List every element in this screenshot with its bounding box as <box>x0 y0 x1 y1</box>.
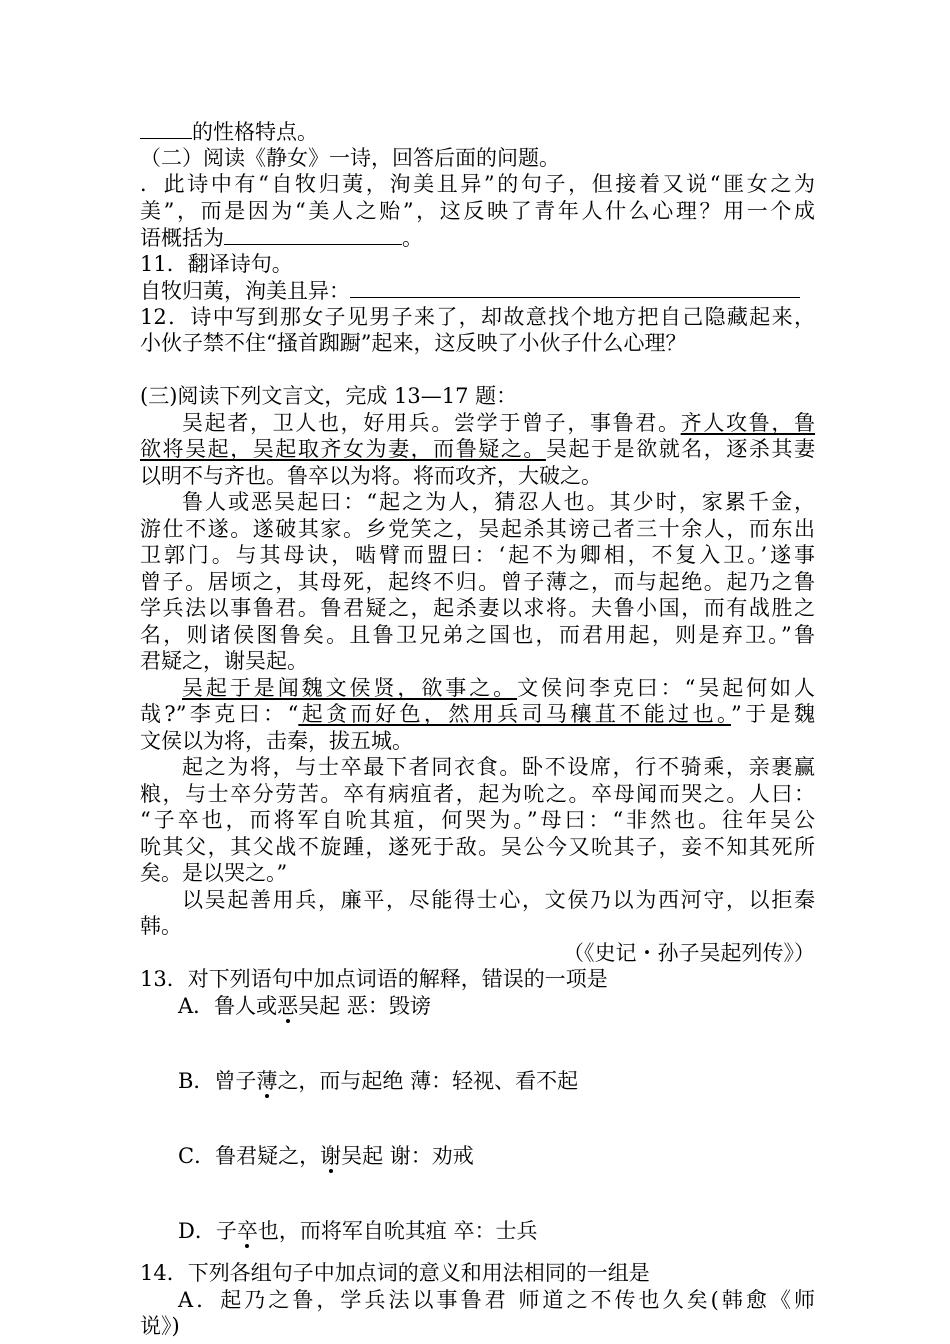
option-c: C．鲁君疑之，谢吴起 谢：劝戒 <box>178 1143 474 1168</box>
text-line: 的性格特点。 <box>140 118 815 145</box>
passage-line: 韩。 <box>140 914 182 938</box>
question-14-title: 14．下列各组句子中加点词的意义和用法相同的一组是 <box>140 1261 650 1285</box>
option-d: D．子卒也，而将军自吮其疽 卒：士兵 <box>178 1218 538 1243</box>
document-page <box>140 118 815 1340</box>
passage-line: 鲁人或恶吴起曰：“起之为人，猜忍人也。其少时，家累千金， <box>182 490 815 514</box>
passage-line: 吮其父，其父战不旋踵，遂死于敌。吴公今又吮其子，妾不知其死所 <box>140 834 815 859</box>
option-a: A．鲁人或恶吴起 恶：毁谤 <box>178 993 431 1018</box>
option-b: B．曾子薄之，而与起绝 薄：轻视、看不起 <box>178 1068 579 1093</box>
emphasis-dot-char: 薄 <box>256 1068 278 1093</box>
answer-blank[interactable] <box>350 277 800 298</box>
answer-blank[interactable] <box>224 224 402 245</box>
section-heading: (三)阅读下列文言文，完成 13—17 题： <box>140 384 518 408</box>
passage-line: 以明不与齐也。鲁卒以为将。将而攻齐，大破之。 <box>140 463 602 488</box>
question-13-title: 13．对下列语句中加点词语的解释，错误的一项是 <box>140 967 608 991</box>
passage-line: 名，则诸侯图鲁矣。且鲁卫兄弟之国也，而君用起，则是弃卫。”鲁 <box>140 622 815 647</box>
question-10-line: 语概括为 。 <box>140 226 423 250</box>
passage-line: 粮，与士卒分劳苦。卒有病疽者，起为吮之。卒母闻而哭之。人曰： <box>140 781 815 806</box>
passage-line: 吴起者，卫人也，好用兵。尝学于曾子，事鲁君。齐人攻鲁，鲁 <box>182 410 816 435</box>
section-heading: （二）阅读《静女》一诗，回答后面的问题。 <box>140 145 560 170</box>
answer-blank[interactable] <box>140 118 192 139</box>
question-11-line: 自牧归荑，洵美且异： <box>140 277 815 304</box>
passage-line: 欲将吴起，吴起取齐女为妻，而鲁疑之。吴起于是欲就名，逐杀其妻 <box>140 437 816 461</box>
passage-line: 君疑之，谢吴起。 <box>140 649 308 673</box>
passage-line: 起之为将，与士卒最下者同衣食。卧不设席，行不骑乘，亲裹赢 <box>182 755 815 779</box>
question-12-line: 12．诗中写到那女子见男子来了，却故意找个地方把自己隐藏起来， <box>140 304 815 329</box>
passage-line: 吴起于是闻魏文侯贤，欲事之。文侯问李克曰：“吴起何如人 <box>182 675 815 700</box>
question-10-line: ．此诗中有“自牧归荑，洵美且异”的句子，但接着又说“匪女之为 <box>140 172 815 196</box>
passage-line: 哉?”李克曰：“起贪而好色，然用兵司马穰苴不能过也。”于是魏 <box>140 702 815 726</box>
emphasis-dot-char: 恶 <box>277 993 299 1018</box>
emphasis-dot-char: 卒 <box>236 1218 258 1243</box>
question-11-title: 11．翻译诗句。 <box>140 251 293 276</box>
passage-line: 文侯以为将，击秦，拔五城。 <box>140 728 413 753</box>
passage-line: 曾子。居顷之，其母死，起终不归。曾子薄之，而与起绝。起乃之鲁 <box>140 569 815 594</box>
source-citation: （《史记・孙子吴起列传》） <box>563 940 815 965</box>
emphasis-dot-char: 谢 <box>320 1143 342 1168</box>
question-12-line: 小伙子禁不住“搔首踟蹰”起来，这反映了小伙子什么心理？ <box>140 331 687 355</box>
passage-line: 卫郭门。与其母诀，啮臂而盟曰：‘起不为卿相，不复入卫。’遂事 <box>140 543 815 567</box>
passage-line: 学兵法以事鲁君。鲁君疑之，起杀妻以求将。夫鲁小国，而有战胜之 <box>140 596 815 620</box>
spacer <box>140 357 815 384</box>
passage-line: 游仕不遂。遂破其家。乡党笑之，吴起杀其谤己者三十余人，而东出 <box>140 516 815 541</box>
option-a-cont: 说》) <box>140 1314 180 1338</box>
question-10-line: 美”，而是因为“美人之贻”，这反映了青年人什么心理？用一个成 <box>140 198 815 223</box>
passage-line: “子卒也，而将军自吮其疽，何哭为。”母曰：“非然也。往年吴公 <box>140 808 815 832</box>
passage-line: 矣。是以哭之。” <box>140 861 288 885</box>
passage-line: 以吴起善用兵，廉平，尽能得士心，文侯乃以为西河守，以拒秦 <box>182 887 815 912</box>
option-a: A．起乃之鲁，学兵法以事鲁君 师道之不传也久矣(韩愈《师 <box>178 1287 815 1312</box>
